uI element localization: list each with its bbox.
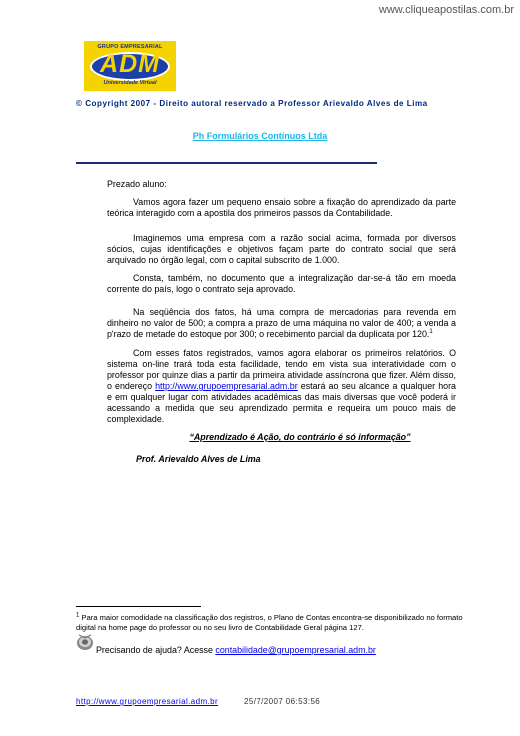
greeting: Prezado aluno:: [107, 179, 167, 189]
website-link[interactable]: http://www.grupoempresarial.adm.br: [155, 381, 298, 391]
help-label: Precisando de ajuda? Acesse: [96, 645, 216, 655]
footnote-text: Para maior comodidade na classificação dos registros, o Plano de Contas encontra-se disponibilizado no formato digital na home page do professor ou no seu livro de Contabilidade Geral página 127.: [76, 613, 463, 632]
footnote-number: 1: [76, 612, 80, 619]
paragraph-2: Imaginemos uma empresa com a razão social acima, formada por diversos sócios, cujas identificações e objetivos façam parte do contrato social que será arquivado no órgão legal, com o capital subscrito de 1.000.: [107, 233, 456, 265]
logo-bottom-text: Universidade Virtual: [103, 80, 157, 86]
paragraph-1: Vamos agora fazer um pequeno ensaio sobre a fixação do aprendizado da parte teórica interagido com a apostila dos primeiros passos da Contabilidade.: [107, 197, 456, 218]
paragraph-4: [107, 307, 456, 340]
signature: Prof. Arievaldo Alves de Lima: [136, 454, 261, 464]
help-email-link[interactable]: contabilidade@grupoempresarial.adm.br: [215, 645, 376, 655]
header-divider: [76, 162, 377, 164]
paragraph-3: Consta, também, no documento que a integralização dar-se-á tão em moeda corrente do país, logo o contrato seja aprovado.: [107, 273, 456, 294]
paragraph-5-text-a: Com esses fatos registrados, vamos agora elaborar os primeiros relatórios. O sistema on-line trará toda esta facilidade, tendo em vista sua interatividade com o professor por quinze dias a partir da primeira atividade assíncrona que fizer. Além disso, o endereço: [107, 348, 456, 391]
document-title: Ph Formulários Contínuos Ltda: [192, 131, 328, 141]
motto: “Aprendizado é Ação, do contrário é só informação”: [189, 432, 411, 442]
footnote-divider: [76, 606, 201, 607]
watermark: www.cliqueapostilas.com.br: [378, 4, 514, 16]
speaker-icon: [76, 631, 94, 651]
footer-datetime: 25/7/2007 06:53:56: [244, 697, 321, 706]
paragraph-5-text-b: estará ao seu alcance a qualquer hora e em qualquer lugar com atividades acadêmicas das mais diversas que você poderá ir acessando a medida que seu aprendizado permita e requeira um pouco mais de complexidade.: [107, 381, 456, 424]
paragraph-5: [107, 348, 456, 425]
logo-top-text: GRUPO EMPRESARIAL: [97, 44, 163, 50]
company-logo: [84, 41, 176, 91]
footnote: [76, 613, 466, 633]
footer-link[interactable]: http://www.grupoempresarial.adm.br: [76, 697, 219, 706]
paragraph-4-text: Na seqüência dos fatos, há uma compra de mercadorias para revenda em dinheiro no valor de 500; a compra a prazo de uma máquina no valor de 400; a venda a p'razo de metade do estoque por 300; o recebimento parcial da duplicata por 120.: [107, 307, 456, 339]
help-line: [96, 645, 376, 655]
logo-main-text: ADM: [100, 50, 160, 78]
footnote-ref: 1: [429, 329, 433, 336]
copyright-line: © Copyright 2007 - Direito autoral reservado a Professor Arievaldo Alves de Lima: [76, 99, 428, 108]
